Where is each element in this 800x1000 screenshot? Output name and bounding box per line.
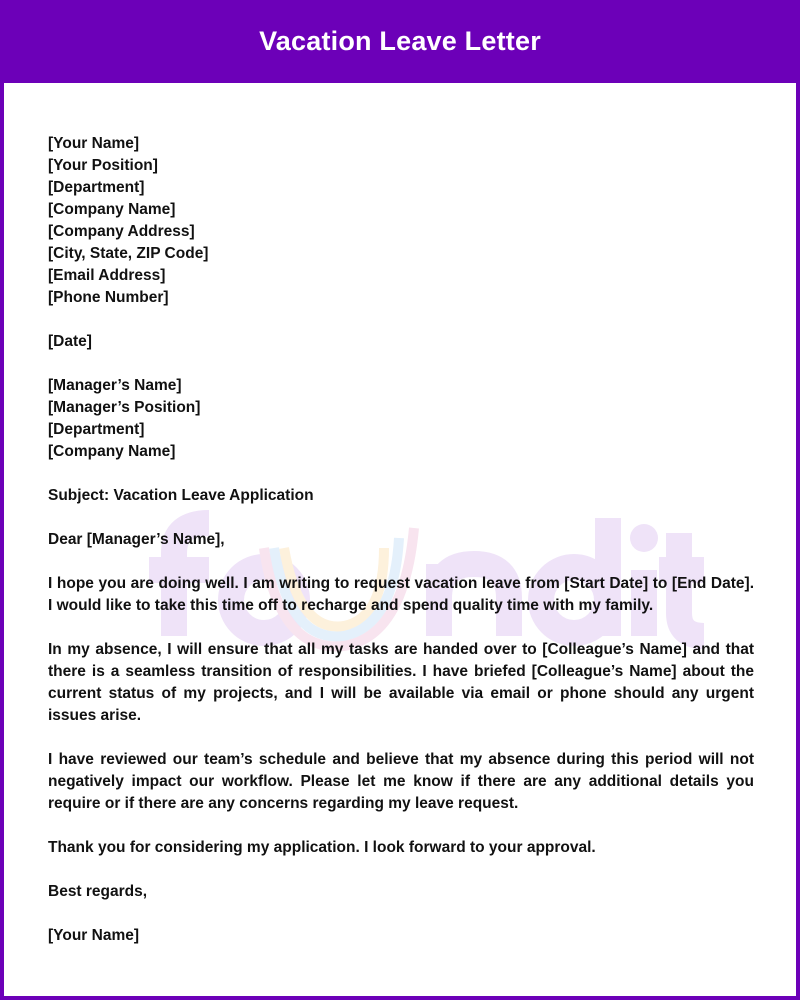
letter-paragraph: I hope you are doing well. I am writing to request vacation leave from [Start Date] to [End Date]. I would like to take this time off to recharge and spend quality time with my family.: [48, 575, 754, 614]
letter-signature: [Your Name]: [48, 927, 140, 944]
sender-line: [Phone Number]: [48, 289, 169, 306]
sender-line: [Email Address]: [48, 267, 166, 284]
letter-subject: Subject: Vacation Leave Application: [48, 487, 314, 504]
recipient-line: [Manager’s Position]: [48, 399, 201, 416]
sender-line: [Department]: [48, 179, 145, 196]
header-bar: [0, 0, 800, 83]
recipient-address: [48, 375, 754, 463]
letter-closing: Best regards,: [48, 883, 148, 900]
page-title: Vacation Leave Letter: [259, 26, 541, 56]
sender-line: [Your Name]: [48, 135, 140, 152]
recipient-line: [Manager’s Name]: [48, 377, 182, 394]
letter-salutation: Dear [Manager’s Name],: [48, 531, 225, 548]
sender-line: [Company Name]: [48, 201, 176, 218]
recipient-line: [Department]: [48, 421, 145, 438]
letter-paragraph: In my absence, I will ensure that all my tasks are handed over to [Colleague’s Name] and that there is a seamless transition of responsibilities. I have briefed [Colleague’s Name] about the current status of my projects, and I will be available via email or phone should any urgent issues arise.: [48, 641, 754, 724]
sender-line: [Company Address]: [48, 223, 195, 240]
sender-address: [48, 133, 754, 309]
sender-line: [City, State, ZIP Code]: [48, 245, 209, 262]
letter-body: [48, 133, 754, 969]
recipient-line: [Company Name]: [48, 443, 176, 460]
letter-date: [Date]: [48, 333, 92, 350]
letter-paragraph: I have reviewed our team’s schedule and believe that my absence during this period will not negatively impact our workflow. Please let me know if there are any additional details you require or if there are any concerns regarding my leave request.: [48, 751, 754, 812]
letter-sheet: [4, 83, 796, 996]
sender-line: [Your Position]: [48, 157, 158, 174]
letter-paragraph: Thank you for considering my application. I look forward to your approval.: [48, 839, 596, 856]
